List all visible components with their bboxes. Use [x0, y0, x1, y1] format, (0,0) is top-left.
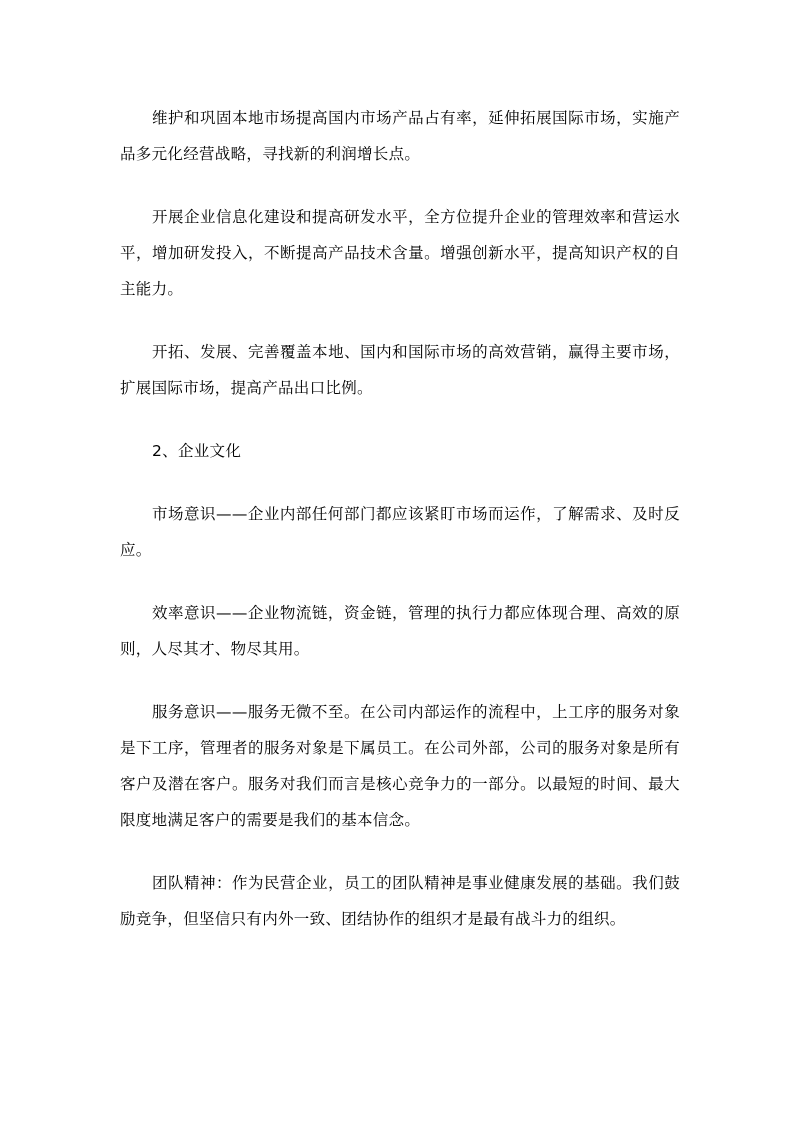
- paragraph-service-awareness: 服务意识——服务无微不至。在公司内部运作的流程中，上工序的服务对象是下工序，管理者的服务对象是下属员工。在公司外部，公司的服务对象是所有客户及潜在客户。服务对我们而言是核心竞争力的一部分。以最短的时间、最大限度地满足客户的需要是我们的基本信念。: [120, 703, 680, 829]
- paragraph-informatization: 开展企业信息化建设和提高研发水平，全方位提升企业的管理效率和营运水平，增加研发投入，不断提高产品技术含量。增强创新水平，提高知识产权的自主能力。: [120, 208, 680, 298]
- paragraph-efficiency-awareness: 效率意识——企业物流链，资金链，管理的执行力都应体现合理、高效的原则，人尽其才、物尽其用。: [120, 604, 680, 658]
- paragraph-market-expansion: 维护和巩固本地市场提高国内市场产品占有率，延伸拓展国际市场，实施产品多元化经营战略，寻找新的利润增长点。: [120, 109, 680, 163]
- document-body: [120, 100, 680, 964]
- paragraph-market-awareness: 市场意识——企业内部任何部门都应该紧盯市场而运作，了解需求、及时反应。: [120, 505, 680, 559]
- paragraph-team-spirit: 团队精神：作为民营企业，员工的团队精神是事业健康发展的基础。我们鼓励竞争，但坚信只有内外一致、团结协作的组织才是最有战斗力的组织。: [120, 874, 680, 928]
- section-heading-corporate-culture: 2、企业文化: [152, 442, 242, 460]
- paragraph-marketing: 开拓、发展、完善覆盖本地、国内和国际市场的高效营销，赢得主要市场，扩展国际市场，提高产品出口比例。: [120, 343, 680, 397]
